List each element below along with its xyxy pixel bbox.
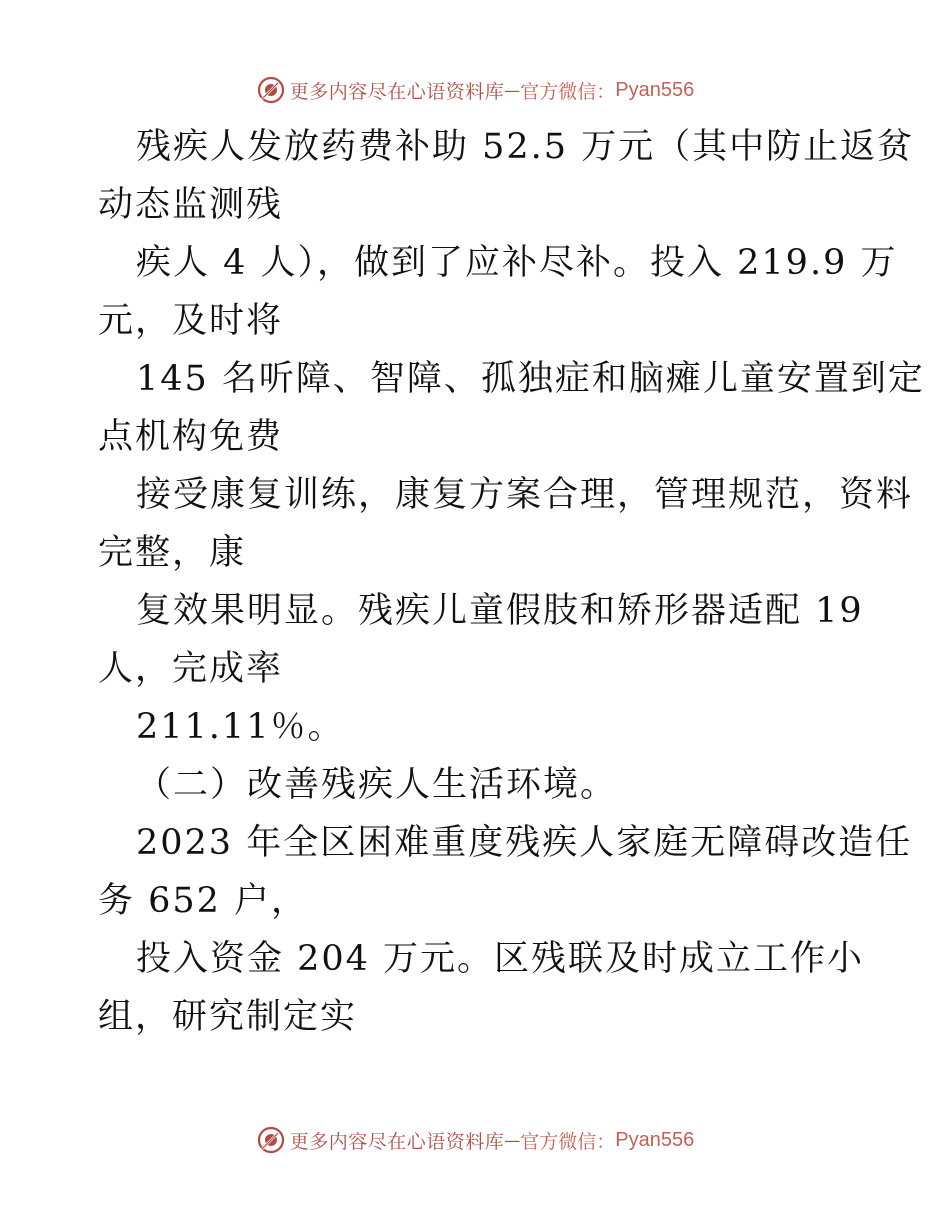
body-line: 复效果明显。残疾儿童假肢和矫形器适配 19 (136, 591, 864, 631)
banner-title: 更多内容尽在心语资料库 (289, 80, 505, 103)
body-line: 人，完成率 (98, 649, 284, 689)
banner-dash: — (504, 80, 521, 100)
brand-logo-icon (256, 1125, 286, 1155)
body-line: 务 652 户， (98, 881, 309, 921)
body-line: 残疾人发放药费补助 52.5 万元（其中防止返贫 (136, 127, 915, 167)
body-line: 组，研究制定实 (98, 997, 358, 1037)
body-line: 动态监测残 (98, 185, 284, 225)
body-line: 完整，康 (98, 533, 247, 573)
body-line: 投入资金 204 万元。区残联及时成立工作小 (136, 939, 865, 979)
section-heading: （二）改善残疾人生活环境。 (136, 765, 618, 805)
body-line: 元，及时将 (98, 301, 284, 341)
banner-wechat-label: 官方微信： (520, 80, 616, 103)
body-line: 2023 年全区困难重度残疾人家庭无障碍改造任 (136, 823, 913, 863)
body-line: 疾人 4 人），做到了应补尽补。投入 219.9 万 (136, 243, 898, 283)
body-line: 145 名听障、智障、孤独症和脑瘫儿童安置到定 (136, 359, 925, 399)
banner-dash: — (504, 1130, 521, 1150)
document-body (98, 118, 925, 1046)
banner-wechat-id: Pyan556 (615, 78, 695, 101)
body-line: 211.11％。 (136, 707, 345, 747)
banner-wechat-label: 官方微信： (520, 1130, 616, 1153)
header-banner (0, 70, 950, 110)
body-line: 点机构免费 (98, 417, 284, 457)
banner-title: 更多内容尽在心语资料库 (289, 1130, 505, 1153)
banner-wechat-id: Pyan556 (615, 1128, 695, 1151)
body-line: 接受康复训练，康复方案合理，管理规范，资料 (136, 475, 914, 515)
footer-banner (0, 1120, 950, 1160)
brand-logo-icon (256, 75, 286, 105)
